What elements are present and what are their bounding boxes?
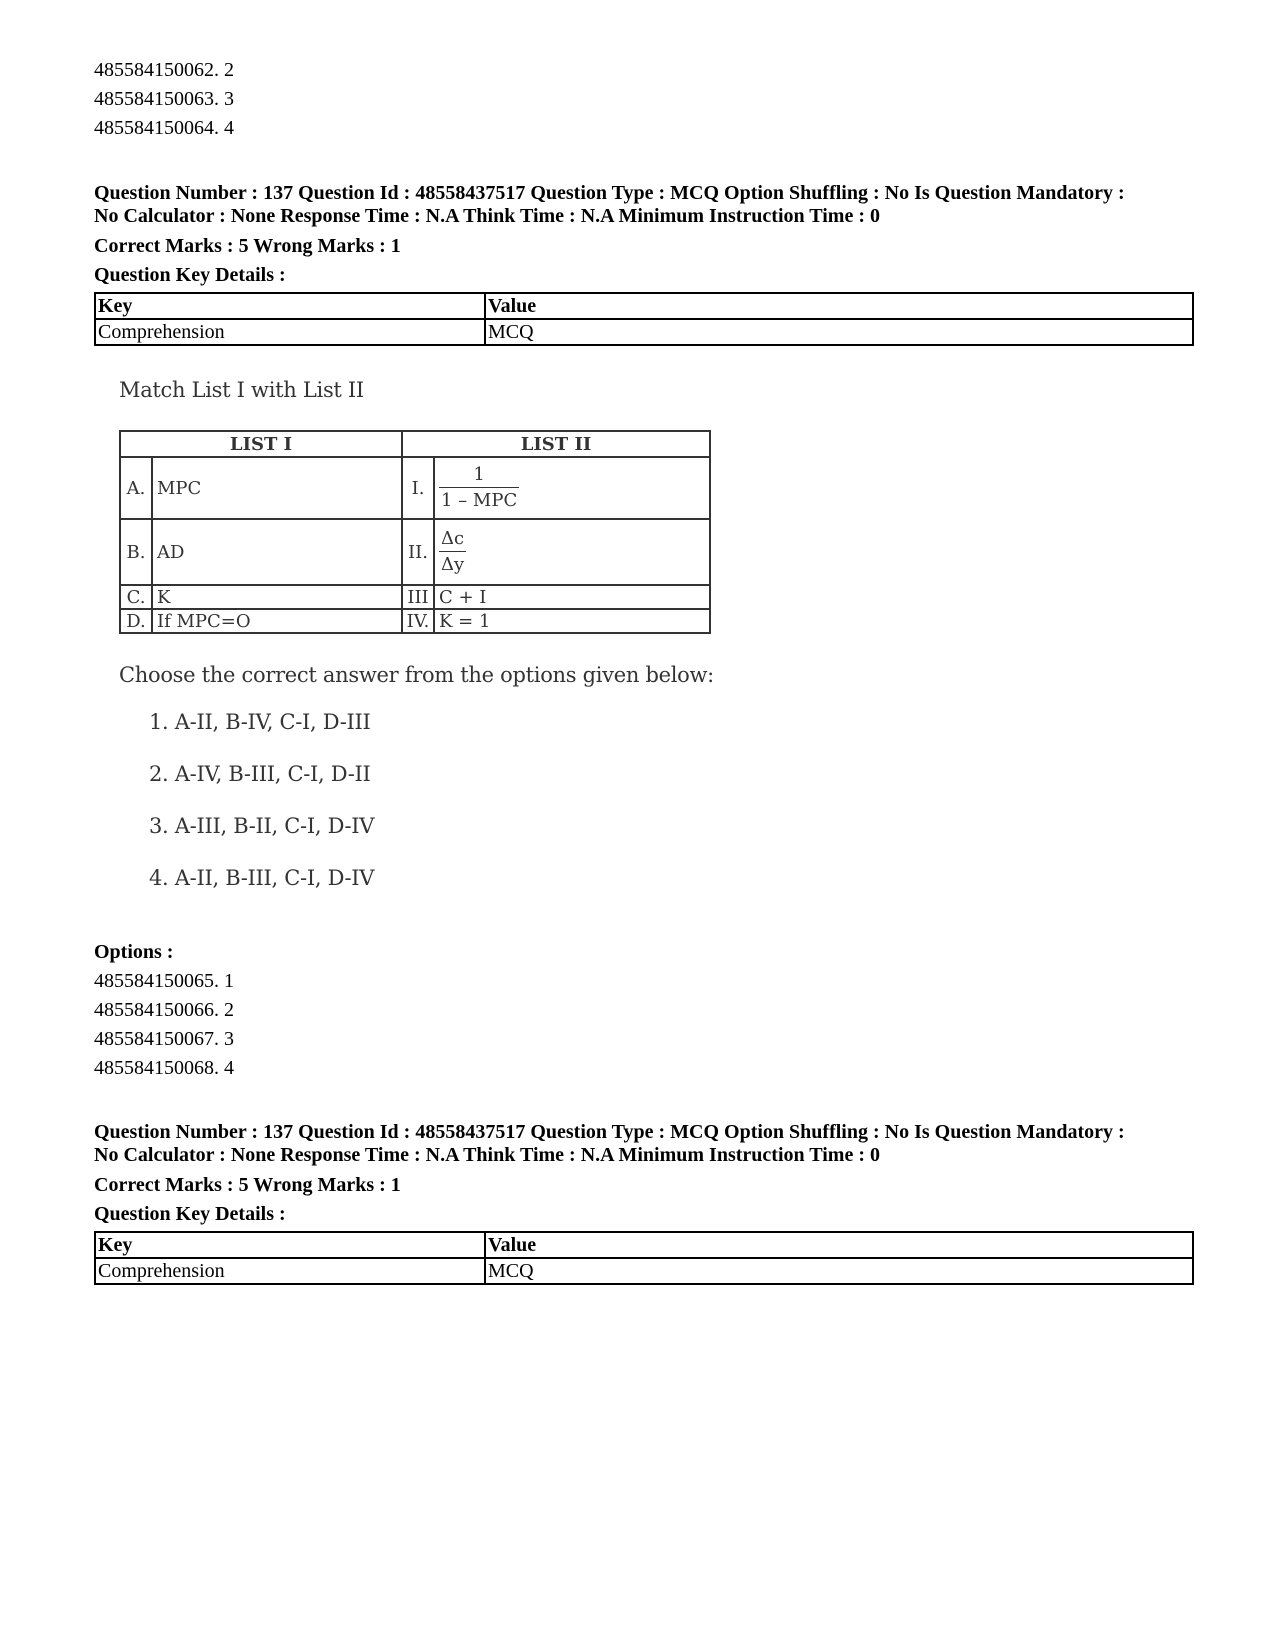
- list1-item: AD: [152, 519, 402, 585]
- key-details-label: Question Key Details :: [94, 264, 286, 286]
- list1-label: D.: [120, 609, 152, 633]
- fraction: [439, 463, 519, 514]
- list1-label: C.: [120, 585, 152, 609]
- list-row: [120, 457, 710, 519]
- marks-line: Correct Marks : 5 Wrong Marks : 1: [94, 235, 401, 257]
- options-label: Options :: [94, 941, 174, 963]
- fraction-denominator: Δy: [441, 553, 465, 575]
- table-cell-key: Comprehension: [95, 1258, 485, 1284]
- list1-item: K: [152, 585, 402, 609]
- question-header-line1: Question Number : 137 Question Id : 48558437517 Question Type : MCQ Option Shuffling : No Is Question Mandatory :: [94, 182, 1125, 204]
- fraction-numerator: 1: [439, 463, 519, 488]
- question-image: [94, 372, 794, 912]
- list2-item: K = 1: [434, 609, 710, 633]
- lists-header-row: [120, 431, 710, 457]
- key-details-label: Question Key Details :: [94, 1203, 286, 1225]
- list2-label: II.: [402, 519, 434, 585]
- table-cell-key: Comprehension: [95, 319, 485, 345]
- list-row: [120, 585, 710, 609]
- table-header-value: Value: [485, 293, 1193, 319]
- answer-choice: 1. A-II, B-IV, C-I, D-III: [149, 710, 371, 734]
- key-details-table: [94, 292, 1194, 346]
- table-cell-value: MCQ: [485, 1258, 1193, 1284]
- option-line: 485584150067. 3: [94, 1028, 234, 1050]
- list-row: [120, 609, 710, 633]
- table-cell-value: MCQ: [485, 319, 1193, 345]
- question-block: [94, 182, 1194, 346]
- option-line: 485584150065. 1: [94, 970, 234, 992]
- list2-label: I.: [402, 457, 434, 519]
- option-line: 485584150066. 2: [94, 999, 234, 1021]
- list2-item: C + I: [434, 585, 710, 609]
- list2-label: III: [402, 585, 434, 609]
- table-header-value: Value: [485, 1232, 1193, 1258]
- previous-options-list: [94, 56, 234, 143]
- list-row: [120, 519, 710, 585]
- fraction: [439, 527, 466, 578]
- list2-item: [434, 519, 710, 585]
- marks-line: Correct Marks : 5 Wrong Marks : 1: [94, 1174, 401, 1196]
- table-header-key: Key: [95, 293, 485, 319]
- answer-choice: 4. A-II, B-III, C-I, D-IV: [149, 866, 375, 890]
- options-list: [94, 938, 234, 1083]
- table-header-row: [95, 293, 1193, 319]
- question-header-line1: Question Number : 137 Question Id : 48558437517 Question Type : MCQ Option Shuffling : No Is Question Mandatory :: [94, 1121, 1125, 1143]
- option-line: 485584150068. 4: [94, 1057, 234, 1079]
- question-header-line2: No Calculator : None Response Time : N.A Think Time : N.A Minimum Instruction Time : 0: [94, 1144, 880, 1166]
- list1-header: LIST I: [120, 431, 402, 457]
- question-block: [94, 1121, 1194, 1285]
- table-row: [95, 1258, 1193, 1284]
- list1-item: If MPC=O: [152, 609, 402, 633]
- table-header-row: [95, 1232, 1193, 1258]
- option-line: 485584150064. 4: [94, 117, 234, 139]
- fraction-numerator: Δc: [439, 527, 466, 552]
- question-title: Match List I with List II: [119, 378, 364, 402]
- match-lists-table: [119, 430, 711, 634]
- choose-instruction: Choose the correct answer from the options given below:: [119, 663, 714, 687]
- question-header-line2: No Calculator : None Response Time : N.A Think Time : N.A Minimum Instruction Time : 0: [94, 205, 880, 227]
- list1-label: A.: [120, 457, 152, 519]
- table-row: [95, 319, 1193, 345]
- option-line: 485584150063. 3: [94, 88, 234, 110]
- list2-item: [434, 457, 710, 519]
- option-line: 485584150062. 2: [94, 59, 234, 81]
- list2-header: LIST II: [402, 431, 710, 457]
- key-details-table: [94, 1231, 1194, 1285]
- fraction-denominator: 1 – MPC: [441, 489, 518, 511]
- list1-item: MPC: [152, 457, 402, 519]
- list2-label: IV.: [402, 609, 434, 633]
- list1-label: B.: [120, 519, 152, 585]
- answer-choice: 2. A-IV, B-III, C-I, D-II: [149, 762, 371, 786]
- table-header-key: Key: [95, 1232, 485, 1258]
- answer-choice: 3. A-III, B-II, C-I, D-IV: [149, 814, 375, 838]
